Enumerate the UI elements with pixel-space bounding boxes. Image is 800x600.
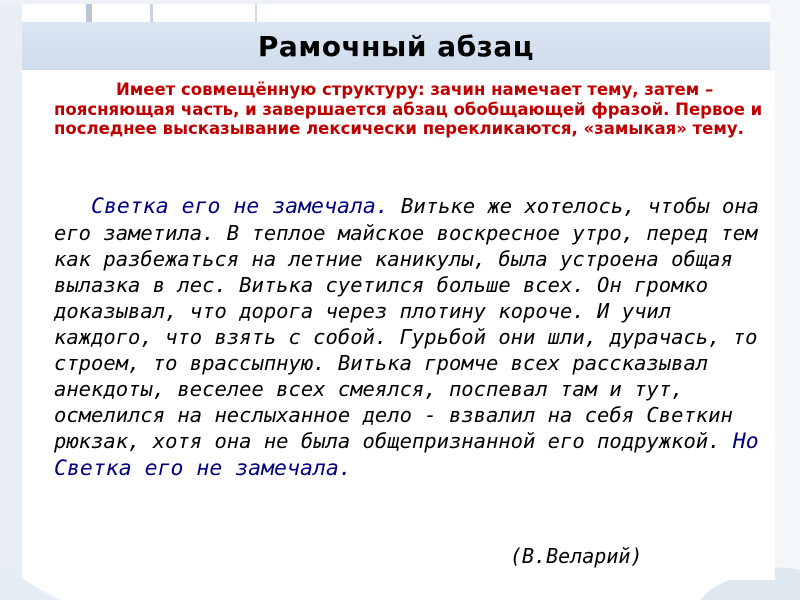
content-area <box>40 70 775 580</box>
example-paragraph <box>54 193 774 482</box>
definition-paragraph: Имеет совмещённую структуру: зачин намечает тему, затем – поясняющая часть, и завершается абзац обобщающей фразой. Первое и последнее высказывание лексически перекликаются, «замыкая» тему. <box>54 80 763 138</box>
title-bar <box>22 22 770 70</box>
opening-sentence: Светка его не замечала. <box>91 194 389 219</box>
author-attribution: (В.Веларий) <box>510 544 643 568</box>
slide-title: Рамочный абзац <box>257 29 535 63</box>
story-body: Витьке же хотелось, чтобы она его заметила. В теплое майское воскресное утро, перед тем как разбежаться на летние каникулы, была устроена общая вылазка в лес. Витька суетился больше всех. Он громко доказывал, что дорога через плотину короче. И учил каждого, что взять с собой. Гурьбой они шли, дурачась, то строем, то врассыпную. Витька громче всех рассказывал анекдоты, веселее всех смеялся, поспевал там и тут, осмелился на неслыханное дело - взвалил на себя Светкин рюкзак, хотя она не была общепризнанной его подружкой. <box>54 194 759 453</box>
closing-sentence: Но Светка его не замечала. <box>54 429 759 481</box>
